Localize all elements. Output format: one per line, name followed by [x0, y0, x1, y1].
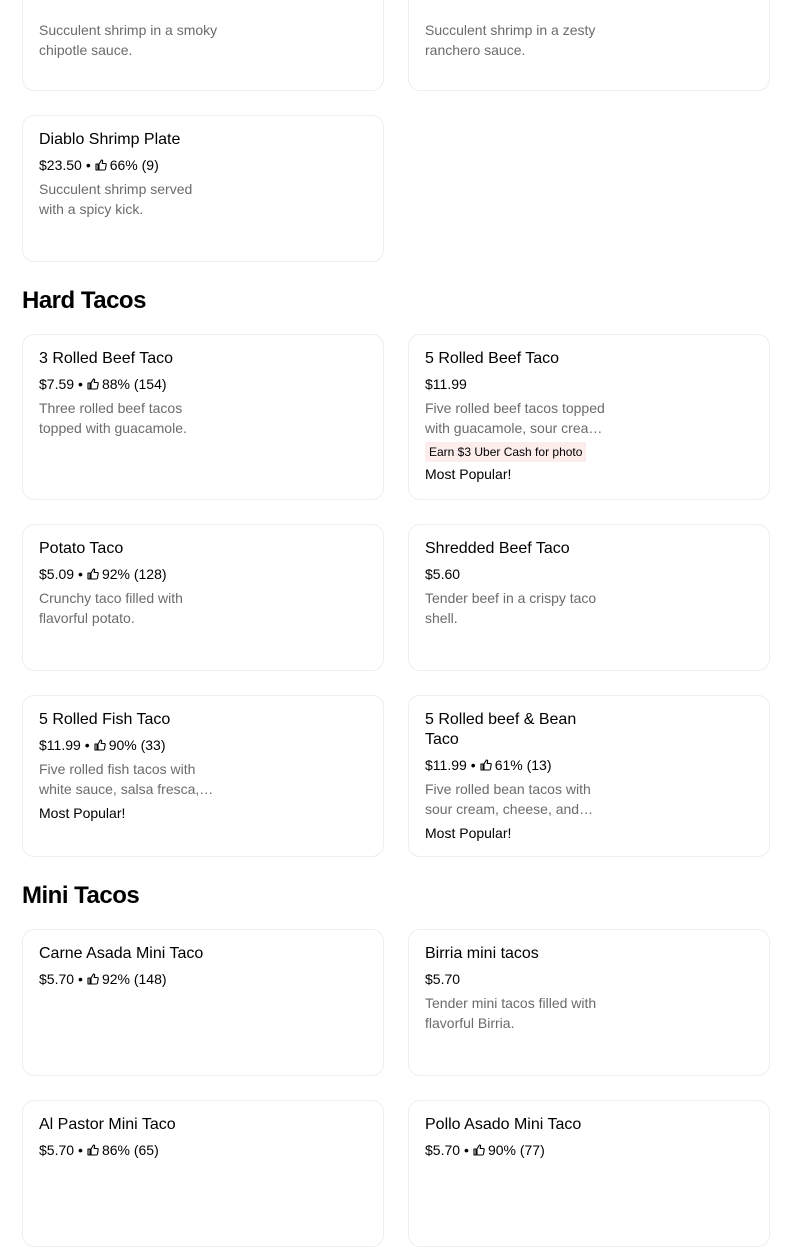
most-popular-label: Most Popular! — [425, 825, 512, 841]
item-name: Pollo Asado Mini Taco — [425, 1116, 582, 1133]
item-name: 5 Rolled beef & Bean Taco — [425, 711, 577, 748]
menu-item-card[interactable] — [408, 695, 770, 857]
item-description: Succulent shrimp served with a spicy kick. — [39, 181, 193, 217]
item-description: Crunchy taco filled with flavorful potato. — [39, 590, 183, 626]
separator: • — [85, 157, 91, 173]
item-meta — [39, 374, 367, 394]
item-name: 3 Rolled Beef Taco — [39, 350, 174, 367]
item-meta — [39, 564, 367, 584]
item-meta — [39, 969, 367, 989]
thumbs-up-icon — [94, 739, 106, 751]
item-meta — [425, 755, 753, 775]
item-price: $5.70 — [425, 971, 461, 987]
item-name: Birria mini tacos — [425, 945, 539, 962]
item-name: Shredded Beef Taco — [425, 540, 570, 557]
item-name: Carne Asada Mini Taco — [39, 945, 204, 962]
section-title-mini-tacos: Mini Tacos — [22, 882, 140, 909]
menu-item-card[interactable] — [22, 334, 384, 500]
item-description: Five rolled beef tacos topped with guacamole, sour cream, — [425, 400, 605, 436]
menu-item-card[interactable] — [408, 929, 770, 1076]
item-name: 5 Rolled Fish Taco — [39, 711, 171, 728]
item-name: Al Pastor Mini Taco — [39, 1116, 176, 1133]
item-description: Three rolled beef tacos topped with guacamole. — [39, 400, 187, 436]
menu-item-card[interactable] — [22, 524, 384, 671]
item-price: $7.59 — [39, 376, 75, 392]
item-description: Succulent shrimp in a smoky chipotle sauce. — [39, 22, 218, 58]
item-price: $23.50 — [39, 157, 82, 173]
separator: • — [464, 1142, 469, 1158]
menu-item-card[interactable] — [22, 115, 384, 262]
item-rating: 61% (13) — [494, 757, 552, 773]
thumbs-up-icon — [87, 973, 99, 985]
item-meta — [39, 1140, 367, 1160]
menu-item-card[interactable] — [408, 334, 770, 500]
item-meta — [425, 374, 753, 394]
item-rating: 92% (128) — [101, 566, 167, 582]
item-meta — [39, 735, 367, 755]
menu-item-card[interactable] — [408, 0, 770, 91]
most-popular-label: Most Popular! — [425, 466, 512, 482]
item-rating: 90% (33) — [108, 737, 166, 753]
item-rating: 66% (9) — [109, 157, 159, 173]
item-description: Succulent shrimp in a zesty ranchero sauce. — [425, 22, 596, 58]
item-description: Five rolled bean tacos with sour cream, cheese, and — [425, 781, 591, 817]
item-price: $11.99 — [39, 737, 81, 753]
menu-item-card[interactable] — [408, 524, 770, 671]
item-meta — [425, 1140, 753, 1160]
thumbs-up-icon — [87, 1144, 99, 1156]
separator: • — [470, 757, 476, 773]
item-meta — [39, 155, 367, 175]
promo-badge: Earn $3 Uber Cash for photo — [425, 442, 586, 462]
item-rating: 90% (77) — [487, 1142, 545, 1158]
item-price: $5.09 — [39, 566, 75, 582]
item-rating: 88% (154) — [101, 376, 167, 392]
thumbs-up-icon — [95, 159, 107, 171]
item-description: Five rolled fish tacos with white sauce, salsa fresca, — [39, 761, 200, 797]
item-name: Potato Taco — [39, 540, 124, 557]
thumbs-up-icon — [87, 568, 99, 580]
separator: • — [78, 376, 83, 392]
item-rating: 92% (148) — [101, 971, 167, 987]
item-price: $11.99 — [425, 376, 467, 392]
item-price: $5.60 — [425, 566, 461, 582]
separator: • — [78, 1142, 83, 1158]
item-description: Tender beef in a crispy taco shell. — [425, 590, 597, 626]
menu-item-card[interactable] — [22, 1100, 384, 1247]
menu-item-card[interactable] — [22, 695, 384, 857]
thumbs-up-icon — [473, 1144, 485, 1156]
separator: • — [78, 971, 83, 987]
item-meta — [425, 564, 753, 584]
section-title-hard-tacos: Hard Tacos — [22, 287, 146, 314]
item-price: $5.70 — [39, 971, 75, 987]
item-rating: 86% (65) — [101, 1142, 159, 1158]
menu-item-card[interactable] — [22, 929, 384, 1076]
item-description: Tender mini tacos filled with flavorful Birria. — [425, 995, 597, 1031]
item-name: 5 Rolled Beef Taco — [425, 350, 560, 367]
item-price: $5.70 — [39, 1142, 75, 1158]
item-price: $11.99 — [425, 757, 467, 773]
thumbs-up-icon — [480, 759, 492, 771]
thumbs-up-icon — [87, 378, 99, 390]
menu-item-card[interactable] — [408, 1100, 770, 1247]
menu-item-card[interactable] — [22, 0, 384, 91]
separator: • — [78, 566, 83, 582]
most-popular-label: Most Popular! — [39, 805, 126, 821]
item-meta — [425, 969, 753, 989]
item-price: $5.70 — [425, 1142, 461, 1158]
item-name: Diablo Shrimp Plate — [39, 131, 181, 148]
separator: • — [84, 737, 90, 753]
